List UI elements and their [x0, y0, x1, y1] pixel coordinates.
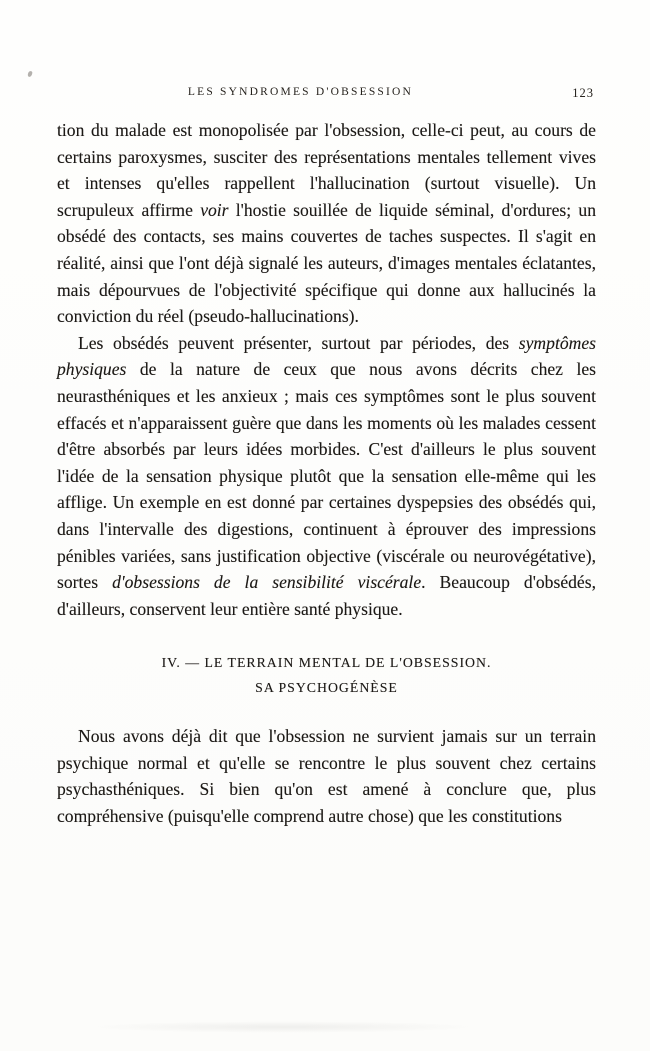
text-run: l'hostie souillée de liquide séminal, d'ordures; un obsédé des contacts, ses mains couvertes de taches suspectes. Il s'agit en réalité, ainsi que l'ont déjà signalé les auteurs, d'images mentales éclatantes, mais dépourvues de l'objectivité spécifique qui donne aux hallucinés la conviction du réel (pseudo-hallucinations). [57, 199, 596, 327]
text-run: . Beaucoup d'obsédés, d'ailleurs, conservent leur entière santé physique. [57, 572, 596, 619]
section-heading-line: SA PSYCHOGÉNÈSE [255, 680, 398, 696]
body-text [57, 117, 596, 830]
italic-text: symptômes physiques [57, 332, 596, 380]
text-run: de la nature de ceux que nous avons décrits chez les neurasthéniques et les anxieux ; mais ces symptômes sont le plus souvent effacés et n'apparaissent guère que dans les moments où les malades cessent d'être absorbés par leurs idées morbides. C'est d'ailleurs le plus souvent l'idée de la sensation physique plutôt que la sensation elle-même qui les afflige. Un exemple en est donné par certaines dyspepsies des obsédés qui, dans l'intervalle des digestions, continuent à éprouver des impressions pénibles variées, sans justification objective (viscérale ou neurovégétative), sortes [57, 359, 596, 593]
section-heading [57, 650, 596, 700]
page-number: 123 [572, 86, 594, 100]
italic-text: d'obsessions de la sensibilité viscérale [112, 572, 422, 593]
text-run: tion du malade est monopolisée par l'obsession, celle-ci peut, au cours de certains paroxysmes, susciter des représentations mentales tellement vives et intenses qu'elles rappellent l'hallucination (surtout visuelle). Un scrupuleux affirme [57, 120, 596, 220]
text-run: Nous avons déjà dit que l'obsession ne survient jamais sur un terrain psychique normal et qu'elle se rencontre le plus souvent chez certains psychasthéniques. Si bien qu'on est amené à conclure que, plus compréhensive (puisqu'elle comprend autre chose) que les constitutions [57, 726, 596, 827]
paragraph [57, 117, 596, 330]
paragraph [57, 723, 596, 829]
scan-artifact [27, 71, 33, 78]
paragraph [57, 330, 596, 623]
running-header [57, 86, 596, 103]
italic-text: voir [200, 199, 229, 220]
text-run: Les obsédés peuvent présenter, surtout par périodes, des [78, 332, 519, 353]
running-title: LES SYNDROMES D'OBSESSION [187, 86, 414, 98]
section-heading-line: IV. — LE TERRAIN MENTAL DE L'OBSESSION. [161, 655, 492, 671]
scan-smudge-artifact [88, 1021, 478, 1033]
